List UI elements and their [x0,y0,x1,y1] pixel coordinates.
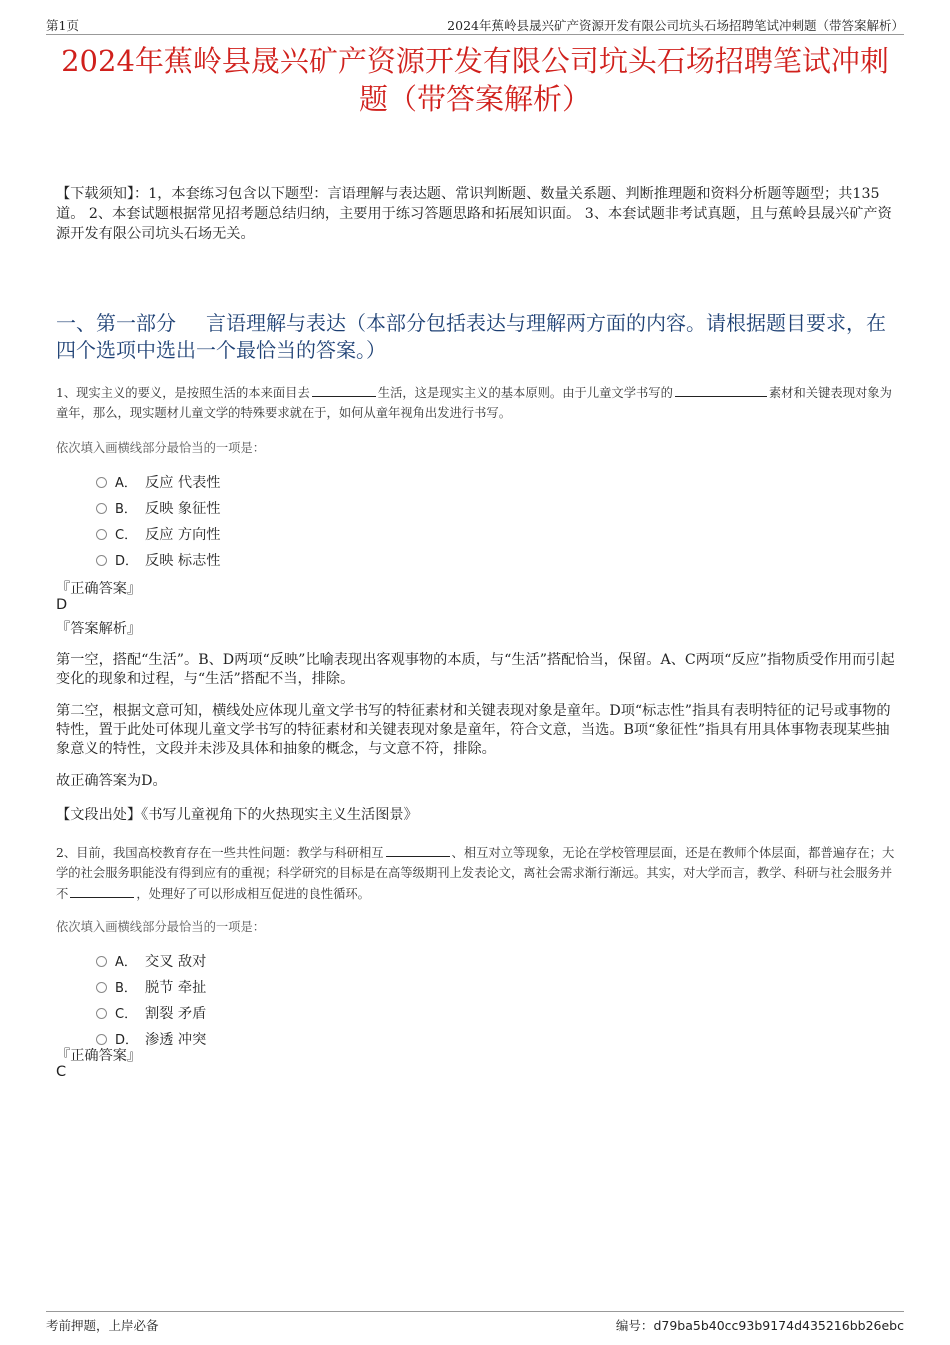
radio-icon[interactable] [96,477,107,488]
question-1-stem: 1、现实主义的要义，是按照生活的本来面目去 生活，这是现实主义的基本原则。由于儿童文学书写的 素材和关键表现对象为童年，那么，现实题材儿童文学的特殊要求就在于，如何从童年视角出发进行书写。 [56,382,898,423]
question-1-option-d[interactable]: D． 反映 标志性 [96,550,220,570]
fill-blank [675,382,767,397]
section-heading [56,310,898,364]
question-1-analysis-label: 『答案解析』 [56,621,142,637]
document-title: 2024年蕉岭县晟兴矿产资源开发有限公司坑头石场招聘笔试冲刺题（带答案解析） [61,44,889,116]
question-1-option-a[interactable]: A． 反应 代表性 [96,472,220,492]
question-1-option-c[interactable]: C． 反应 方向性 [96,524,220,544]
page-footer [46,1311,904,1336]
radio-icon[interactable] [96,1034,107,1045]
radio-icon[interactable] [96,1008,107,1019]
question-2-option-a[interactable]: A． 交叉 敌对 [96,951,206,971]
question-1-option-b[interactable]: B． 反映 象征性 [96,498,220,518]
section-title: 言语理解与表达（本部分包括表达与理解两方面的内容。请根据题目要求，在四个选项中选出一个最恰当的答案。） [56,311,886,362]
page-header [46,14,904,35]
download-notice: 【下载须知】：1，本套练习包含以下题型：言语理解与表达题、常识判断题、数量关系题、判断推理题和资料分析题等题型；共135道。 2、本套试题根据常见招考题总结归纳，主要用于练习答题思路和拓展知识面。 3、本套试题非考试真题，且与蕉岭县晟兴矿产资源开发有限公司坑头石场无关。 [56,186,892,242]
question-2-stem: 2、目前，我国高校教育存在一些共性问题：教学与科研相互 、相互对立等现象，无论在学校管理层面，还是在教师个体层面，都普遍存在；大学的社会服务职能没有得到应有的重视；科学研究的目标是在高等级期刊上发表论文，离社会需求渐行渐远。其实，对大学而言，教学、科研与社会服务并不 ，处理好了可以形成相互促进的良性循环。 [56,842,898,904]
question-1-conclusion: 故正确答案为D。 [56,773,167,789]
question-2-hint: 依次填入画横线部分最恰当的一项是： [56,920,266,934]
question-2-answer-label: 『正确答案』 [56,1048,142,1064]
question-1-source: 【文段出处】《书写儿童视角下的火热现实主义生活图景》 [56,807,418,823]
question-1-answer-label: 『正确答案』 [56,581,142,597]
question-2-option-d[interactable]: D． 渗透 冲突 [96,1029,206,1049]
radio-icon[interactable] [96,956,107,967]
page-number: 第1页 [46,18,79,33]
fill-blank [386,842,450,857]
section-number: 一、第一部分 [56,311,176,335]
footer-slogan: 考前押题，上岸必备 [46,1318,159,1333]
question-1-analysis-2: 第二空，根据文意可知，横线处应体现儿童文学书写的特征素材和关键表现对象是童年。D项“标志性”指具有表明特征的记号或事物的特性，置于此处可体现儿童文学书写的特征素材和关键表现对象是童年，符合文意，当选。B项“象征性”指具有用具体事物表现某些抽象意义的特性，文段并未涉及具体和抽象的概念，与文意不符，排除。 [56,703,891,757]
question-2-answer: C [56,1064,67,1080]
question-2-option-c[interactable]: C． 割裂 矛盾 [96,1003,206,1023]
radio-icon[interactable] [96,503,107,514]
radio-icon[interactable] [96,982,107,993]
header-doc-title: 2024年蕉岭县晟兴矿产资源开发有限公司坑头石场招聘笔试冲刺题（带答案解析） [447,18,904,33]
fill-blank [70,883,134,898]
question-2-option-b[interactable]: B． 脱节 牵扯 [96,977,206,997]
question-1-analysis-1: 第一空，搭配“生活”。B、D两项“反映”比喻表现出客观事物的本质，与“生活”搭配恰当，保留。A、C两项“反应”指物质受作用而引起变化的现象和过程，与“生活”搭配不当，排除。 [56,652,895,687]
question-1-hint: 依次填入画横线部分最恰当的一项是： [56,441,266,455]
document-code: 编号：d79ba5b40cc93b9174d435216bb26ebc [615,1318,904,1333]
fill-blank [312,382,376,397]
radio-icon[interactable] [96,529,107,540]
radio-icon[interactable] [96,555,107,566]
question-1-answer: D [56,597,68,613]
